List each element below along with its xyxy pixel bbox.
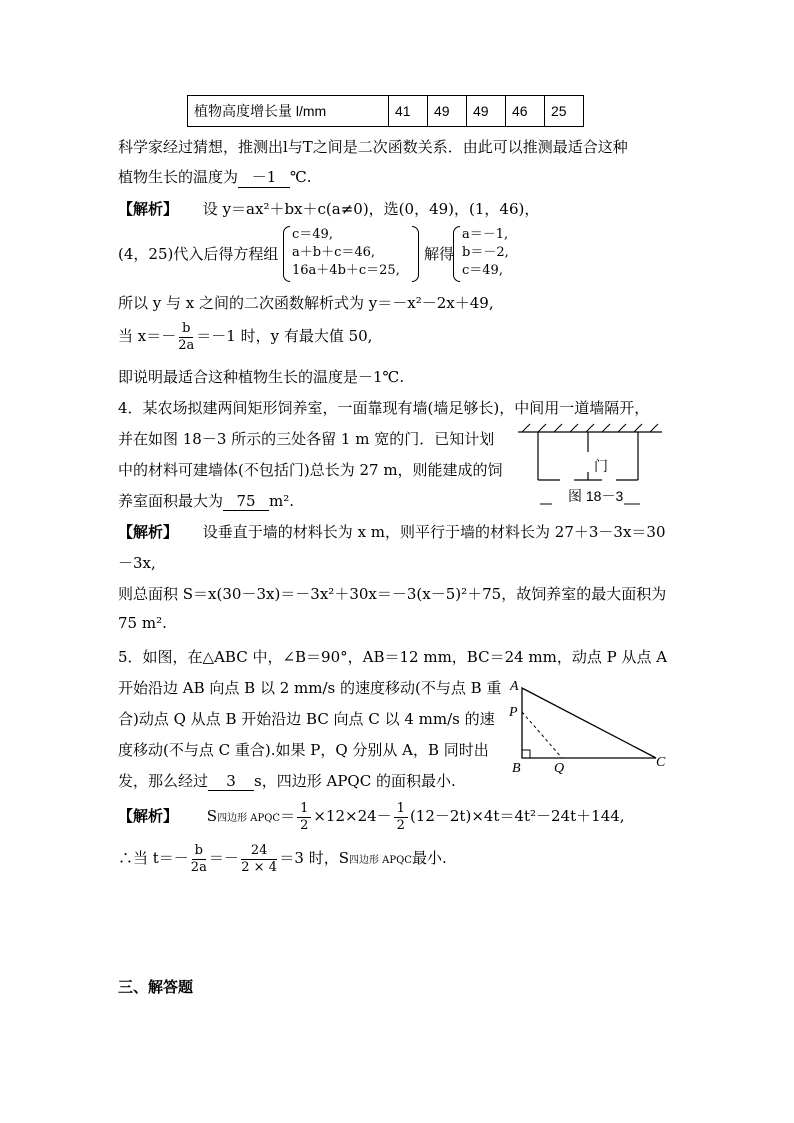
triangle-abc	[522, 688, 656, 758]
left-brace	[283, 226, 290, 282]
p4-line4-post: m².	[269, 492, 295, 510]
p5-sol1-b: (12－2t)×4t＝4t²－24t＋144,	[409, 807, 625, 825]
p3-sol5: 即说明最适合这种植物生长的温度是－1℃.	[118, 368, 405, 386]
fraction	[297, 801, 311, 834]
p4-sol3: 则总面积 S＝x(30－3x)＝－3x²＋30x＝－3(x－5)²＋75，故饲养室的最大面积为	[118, 585, 667, 603]
p4-sol1: 设垂直于墙的材料长为 x m，则平行于墙的材料长为 27＋3－3x＝30	[202, 523, 666, 541]
subscript: 四边形 APQC	[217, 813, 281, 824]
p5-sol1-eq: ＝	[280, 807, 296, 825]
fraction	[394, 801, 408, 834]
right-brace	[412, 226, 419, 282]
p5-sol2-end: 最小.	[411, 849, 447, 867]
label-c: C	[656, 755, 666, 770]
fraction	[191, 843, 207, 876]
p5-sol2-pre: ∴当 t＝－	[118, 849, 189, 867]
right-angle-mark	[522, 750, 530, 758]
p4-line4-pre: 养室面积最大为	[118, 492, 224, 510]
equation-system-1	[292, 226, 400, 280]
jiexi-label: 【解析】	[118, 807, 179, 825]
table-value-cell: 46	[506, 96, 545, 127]
p4-sol2: －3x,	[118, 554, 156, 572]
numerator: b	[179, 321, 193, 338]
door-label: 门	[594, 459, 608, 475]
table-value-cell: 49	[428, 96, 467, 127]
triangle-figure	[508, 676, 678, 776]
p3-line2	[118, 166, 312, 188]
numerator: 1	[297, 801, 311, 818]
subscript: 四边形 APQC	[348, 855, 412, 866]
p3-sol4-post: ＝－1 时，y 有最大值 50,	[196, 327, 373, 345]
p4-solution-line1	[118, 521, 666, 542]
p3-sol2-mid: 解得	[424, 245, 455, 263]
table-label-cell: 植物高度增长量 l/mm	[188, 96, 389, 127]
p5-solution-line2	[118, 840, 447, 879]
p3-sol4	[118, 318, 372, 354]
p5-sol1-a: ×12×24－	[313, 807, 392, 825]
label-b: B	[512, 761, 521, 776]
equation: b＝－2,	[462, 245, 509, 260]
p5-line5-post: s，四边形 APQC 的面积最小.	[254, 772, 456, 790]
table-value-cell: 25	[545, 96, 584, 127]
numerator: b	[192, 843, 206, 860]
label-q: Q	[554, 761, 565, 776]
equation: c＝49,	[462, 263, 503, 278]
fraction	[241, 843, 278, 876]
p3-sol3: 所以 y 与 x 之间的二次函数解析式为 y＝－x²－2x＋49,	[118, 294, 494, 312]
table-value-cell: 41	[389, 96, 428, 127]
p3-solution-line1	[118, 198, 539, 219]
p5-line5	[118, 770, 456, 791]
p3-line1: 科学家经过猜想，推测出l与T之间是二次函数关系．由此可以推测最适合这种	[118, 138, 628, 156]
numerator: 24	[241, 843, 278, 860]
p5-line5-pre: 发，那么经过	[118, 772, 209, 790]
p4-line1: 4．某农场拟建两间矩形饲养室，一面靠现有墙(墙足够长)，中间用一道墙隔开，	[118, 399, 650, 417]
p5-line3: 合)动点 Q 从点 B 开始沿边 BC 向点 C 以 4 mm/s 的速	[118, 710, 495, 728]
p5-sol2-post: ＝3 时，S	[279, 849, 349, 867]
data-table	[187, 95, 584, 127]
p5-sol1-pre: S	[206, 807, 218, 825]
p4-sol4: 75 m².	[118, 614, 167, 632]
fraction	[178, 321, 194, 354]
label-a: A	[510, 679, 519, 694]
equation: c＝49,	[292, 227, 333, 242]
p4-line4	[118, 490, 294, 511]
p4-line3: 中的材料可建墙体(不包括门)总长为 27 m，则能建成的饲	[118, 461, 503, 479]
equation: a＋b＋c＝46,	[292, 245, 376, 260]
p5-line2: 开始沿边 AB 向点 B 以 2 mm/s 的速度移动(不与点 B 重	[118, 679, 502, 697]
denominator: 2	[300, 817, 309, 833]
equation-system-2	[462, 226, 509, 280]
left-brace	[453, 226, 460, 282]
p3-answer: －1	[238, 166, 290, 188]
wall-hatching	[522, 424, 658, 432]
jiexi-label: 【解析】	[118, 200, 179, 218]
p5-solution-line1	[118, 798, 625, 837]
p4-line2: 并在如图 18－3 所示的三处各留 1 m 宽的门．已知计划	[118, 430, 495, 448]
denominator: 2a	[190, 859, 207, 875]
label-p: P	[509, 705, 518, 720]
p5-answer: 3	[208, 772, 254, 791]
figure-caption: 图 18－3	[568, 488, 624, 504]
section-heading: 三、解答题	[118, 978, 194, 996]
denominator: 2	[396, 817, 405, 833]
p5-sol2-mid: ＝－	[208, 849, 239, 867]
p3-line2-pre: 植物生长的温度为	[118, 168, 239, 186]
numerator: 1	[394, 801, 408, 818]
p4-answer: 75	[223, 492, 269, 511]
p3-sol1: 设 y＝ax²＋bx＋c(a≠0)，选(0，49)，(1，46)，	[202, 200, 540, 218]
table-value-cell: 49	[467, 96, 506, 127]
p3-line2-post: ℃.	[290, 168, 312, 186]
p5-line1: 5．如图，在△ABC 中，∠B＝90°，AB＝12 mm，BC＝24 mm，动点 P 从点 A	[118, 648, 668, 666]
table-row	[188, 96, 584, 127]
denominator: 2a	[178, 337, 195, 353]
p5-line4: 度移动(不与点 C 重合).如果 P，Q 分别从 A，B 同时出	[118, 741, 489, 759]
p3-sol2-pre: (4，25)代入后得方程组	[118, 245, 279, 263]
segment-pq	[522, 712, 562, 758]
jiexi-label: 【解析】	[118, 523, 179, 541]
equation: a＝－1,	[462, 227, 509, 242]
equation: 16a＋4b＋c＝25,	[292, 263, 400, 278]
denominator: 2 × 4	[241, 859, 277, 875]
p3-sol4-pre: 当 x＝－	[118, 327, 177, 345]
